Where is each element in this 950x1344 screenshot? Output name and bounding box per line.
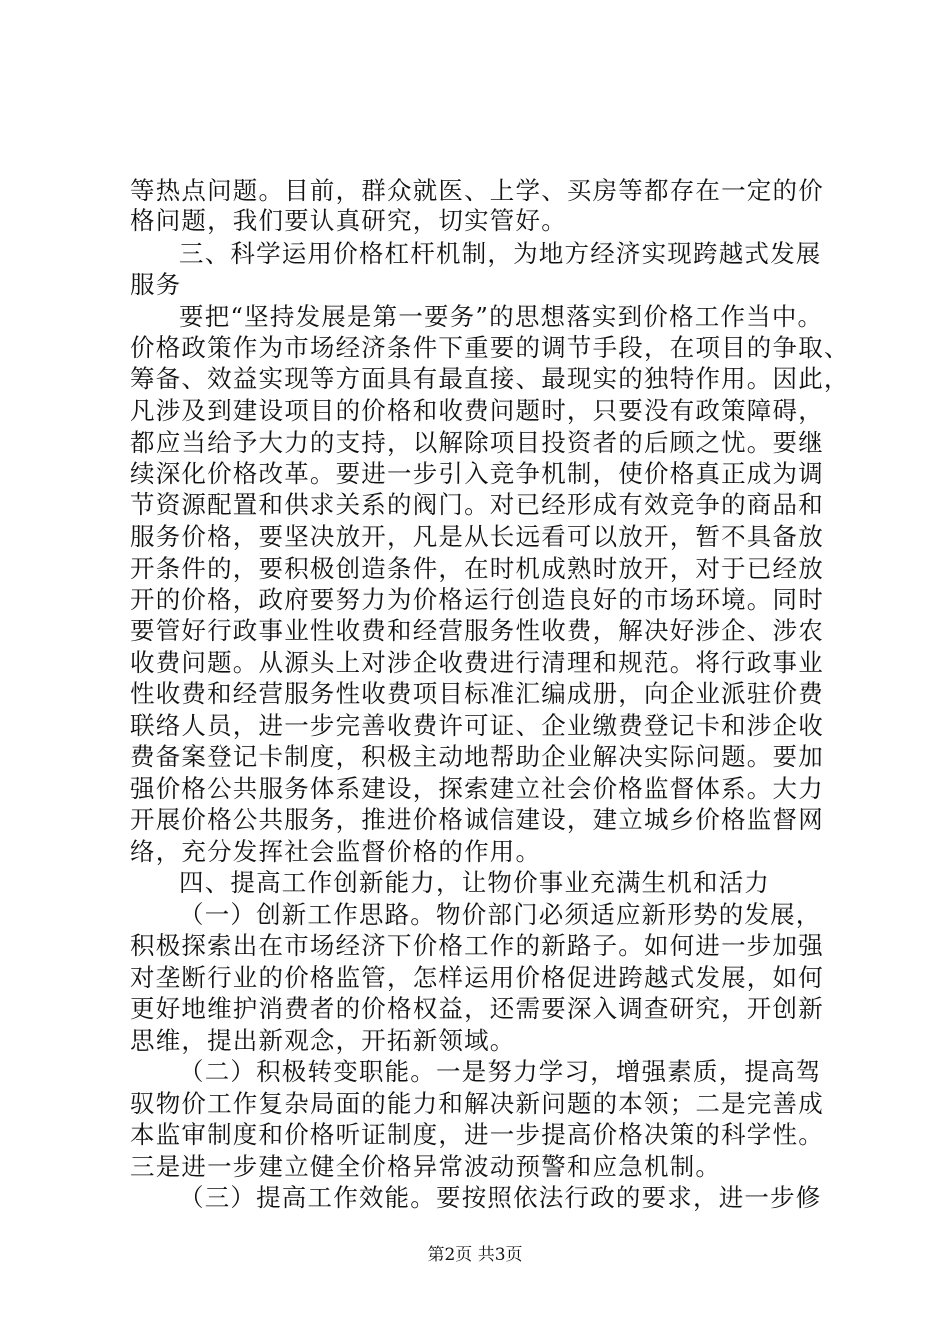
text-line: 开条件的，要积极创造条件，在时机成熟时放开，对于已经放 [130,554,824,583]
text-line: 都应当给予大力的支持，以解除项目投资者的后顾之忧。要继 [130,428,824,457]
section-heading-4: 四、提高工作创新能力，让物价事业充满生机和活力 [179,868,771,897]
text-line: 等热点问题。目前，群众就医、上学、买房等都存在一定的价 [130,176,824,205]
subsection-1: （一）创新工作思路。物价部门必须适应新形势的发展， [179,900,822,929]
text-line: 节资源配置和供求关系的阀门。对已经形成有效竞争的商品和 [130,490,824,519]
text-line: 开的价格，政府要努力为价格运行创造良好的市场环境。同时 [130,585,824,614]
text-line: 服务价格，要坚决放开，凡是从长远看可以放开，暂不具备放 [130,522,824,551]
subsection-3: （三）提高工作效能。要按照依法行政的要求，进一步修 [179,1183,822,1212]
text-line: 思维，提出新观念，开拓新领域。 [130,1026,516,1055]
text-line: 强价格公共服务体系建设，探索建立社会价格监督体系。大力 [130,774,824,803]
text-line: 开展价格公共服务，推进价格诚信建设，建立城乡价格监督网 [130,805,824,834]
text-line: 要把“坚持发展是第一要务”的思想落实到价格工作当中。 [179,302,824,331]
text-line: 联络人员，进一步完善收费许可证、企业缴费登记卡和涉企收 [130,711,824,740]
text-line: 更好地维护消费者的价格权益，还需要深入调查研究，开创新 [130,994,824,1023]
text-line: 本监审制度和价格听证制度，进一步提高价格决策的科学性。 [130,1120,824,1149]
text-line: 格问题，我们要认真研究，切实管好。 [130,206,567,235]
text-line: 续深化价格改革。要进一步引入竞争机制，使价格真正成为调 [130,459,824,488]
page-number: 第2页 共3页 [427,1245,523,1265]
text-line: 络，充分发挥社会监督价格的作用。 [130,837,542,866]
text-line: 凡涉及到建设项目的价格和收费问题时，只要没有政策障碍， [130,396,824,425]
section-heading-3-cont: 服务 [130,270,182,299]
subsection-2: （二）积极转变职能。一是努力学习，增强素质，提高驾 [179,1057,822,1086]
text-line: 收费问题。从源头上对涉企收费进行清理和规范。将行政事业 [130,648,824,677]
text-line: 对垄断行业的价格监管，怎样运用价格促进跨越式发展，如何 [130,963,824,992]
text-line: 驭物价工作复杂局面的能力和解决新问题的本领；二是完善成 [130,1089,824,1118]
text-line: 价格政策作为市场经济条件下重要的调节手段，在项目的争取、 [130,333,850,362]
text-line: 要管好行政事业性收费和经营服务性收费，解决好涉企、涉农 [130,616,824,645]
section-heading-3: 三、科学运用价格杠杆机制，为地方经济实现跨越式发展 [179,239,822,268]
text-line: 筹备、效益实现等方面具有最直接、最现实的独特作用。因此， [130,364,850,393]
text-line: 费备案登记卡制度，积极主动地帮助企业解决实际问题。要加 [130,742,824,771]
text-line: 三是进一步建立健全价格异常波动预警和应急机制。 [130,1152,722,1181]
text-line: 性收费和经营服务性收费项目标准汇编成册，向企业派驻价费 [130,679,824,708]
text-line: 积极探索出在市场经济下价格工作的新路子。如何进一步加强 [130,931,824,960]
